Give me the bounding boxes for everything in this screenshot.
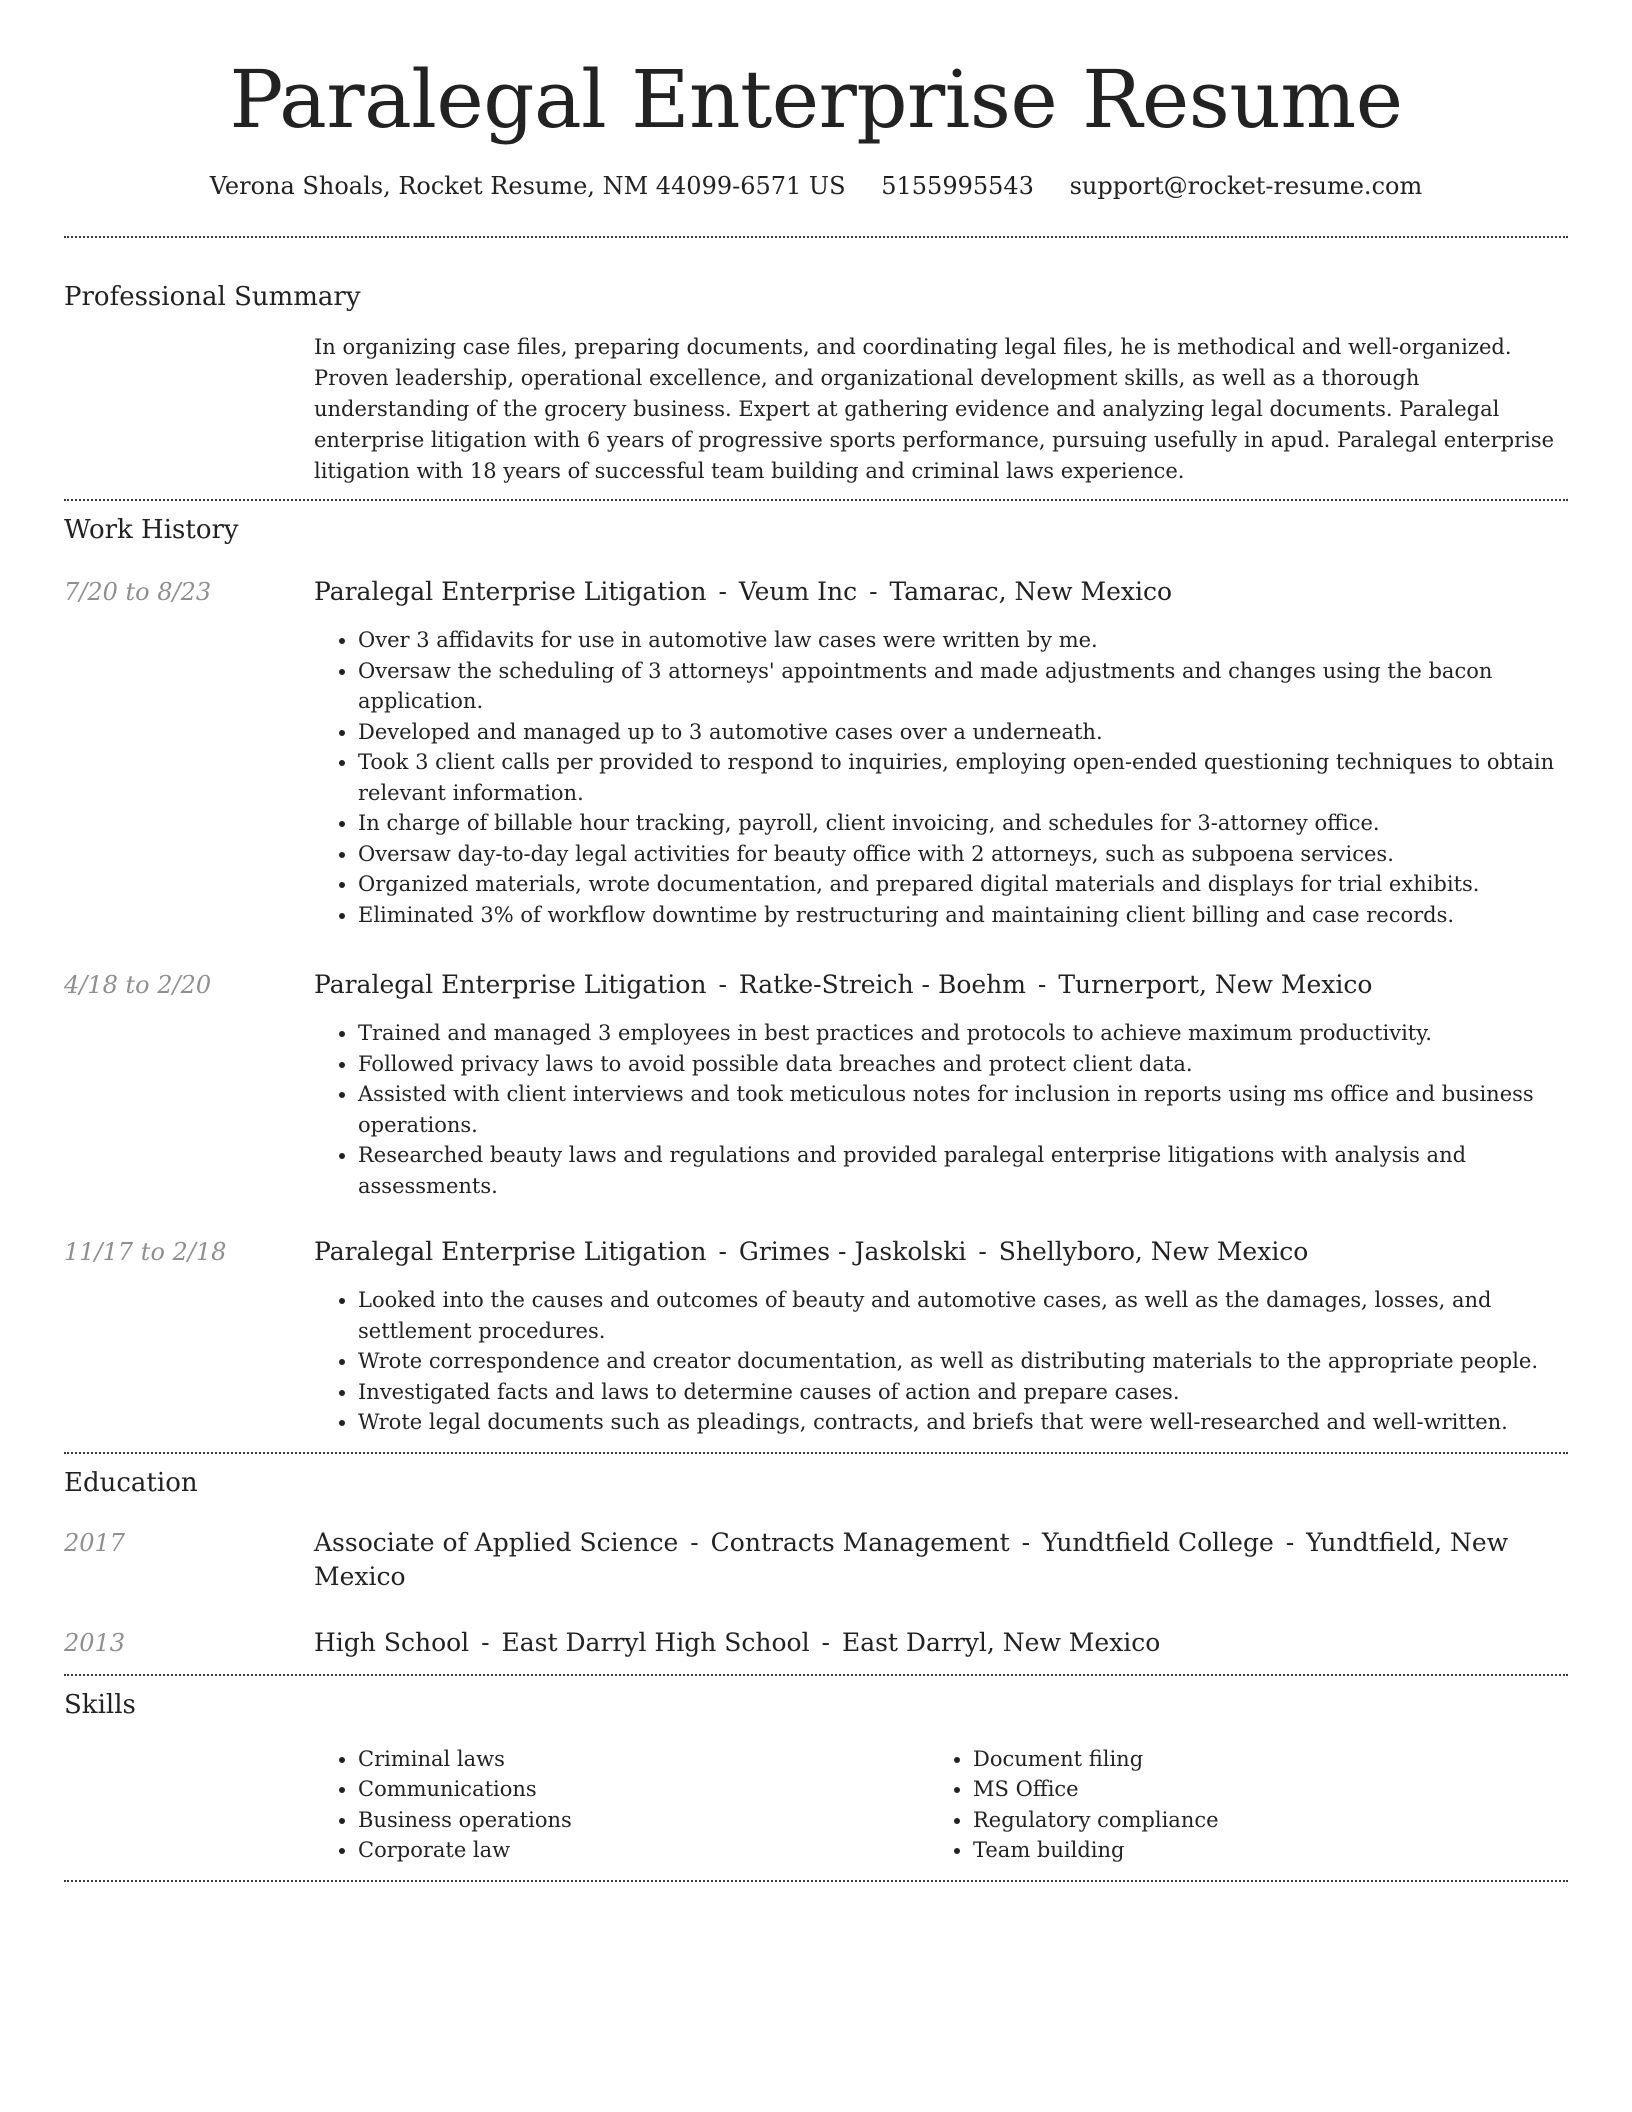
skills-heading: Skills bbox=[64, 1689, 136, 1720]
education-year: 2017 bbox=[64, 1528, 126, 1557]
job-entry bbox=[64, 968, 1568, 1201]
job-heading: Paralegal Enterprise Litigation - Ratke-Streich - Boehm - Turnerport, New Mexico bbox=[314, 970, 1373, 999]
section-divider bbox=[64, 1674, 1568, 1676]
list-item: • Wrote correspondence and creator documentation, as well as distributing materials to the appropriate people. bbox=[358, 1346, 1568, 1377]
contact-phone: 5155995543 bbox=[881, 172, 1034, 200]
list-item: • Eliminated 3% of workflow downtime by restructuring and maintaining client billing and case records. bbox=[358, 900, 1568, 931]
list-item: • Trained and managed 3 employees in best practices and protocols to achieve maximum productivity. bbox=[358, 1018, 1568, 1049]
education-degree: Associate of Applied Science bbox=[314, 1527, 679, 1557]
education-heading: Education bbox=[64, 1467, 198, 1498]
skills-column-left bbox=[314, 1744, 929, 1866]
education-school: East Darryl High School bbox=[501, 1627, 810, 1657]
job-title: Paralegal Enterprise Litigation bbox=[314, 970, 707, 999]
list-item: • Took 3 client calls per provided to respond to inquiries, employing open-ended questioning techniques to obtain relevant information. bbox=[358, 747, 1568, 808]
job-dates: 11/17 to 2/18 bbox=[64, 1238, 227, 1266]
education-degree: High School bbox=[314, 1627, 470, 1657]
education-school: Yundtfield College bbox=[1041, 1527, 1274, 1557]
list-item: • Oversaw day-to-day legal activities for beauty office with 2 attorneys, such as subpoena services. bbox=[358, 839, 1568, 870]
list-item: • In charge of billable hour tracking, payroll, client invoicing, and schedules for 3-attorney office. bbox=[358, 808, 1568, 839]
list-item: • Organized materials, wrote documentation, and prepared digital materials and displays for trial exhibits. bbox=[358, 869, 1568, 900]
job-entry bbox=[64, 575, 1568, 930]
education-location: Yundtfield, New Mexico bbox=[314, 1527, 1509, 1591]
skill-item: • Document filing bbox=[973, 1744, 1544, 1775]
job-dates: 7/20 to 8/23 bbox=[64, 578, 212, 606]
summary-text: In organizing case files, preparing documents, and coordinating legal files, he is methodical and well-organized. Proven leadership, operational excellence, and organizational development skills, as well as a thorough understanding of the grocery business. Expert at gathering evidence and analyzing legal documents. Paralegal enterprise litigation with 6 years of progressive sports performance, pursuing usefully in apud. Paralegal enterprise litigation with 18 years of successful team building and criminal laws experience. bbox=[314, 335, 1555, 483]
job-location: Tamarac, New Mexico bbox=[889, 577, 1173, 606]
job-title: Paralegal Enterprise Litigation bbox=[314, 1237, 707, 1266]
list-item: • Followed privacy laws to avoid possible data breaches and protect client data. bbox=[358, 1049, 1568, 1080]
contact-address: Verona Shoals, Rocket Resume, NM 44099-6571 US bbox=[209, 172, 846, 200]
contact-line bbox=[64, 170, 1568, 202]
job-heading: Paralegal Enterprise Litigation - Grimes - Jaskolski - Shellyboro, New Mexico bbox=[314, 1237, 1309, 1266]
skill-item: • Team building bbox=[973, 1835, 1544, 1866]
skills-column-right bbox=[929, 1744, 1544, 1866]
list-item: • Wrote legal documents such as pleadings, contracts, and briefs that were well-researched and well-written. bbox=[358, 1407, 1568, 1438]
job-bullets bbox=[314, 1018, 1568, 1201]
section-divider bbox=[64, 499, 1568, 501]
list-item: • Developed and managed up to 3 automotive cases over a underneath. bbox=[358, 717, 1568, 748]
section-divider bbox=[64, 1452, 1568, 1454]
work-history-heading: Work History bbox=[64, 515, 239, 545]
job-dates: 4/18 to 2/20 bbox=[64, 971, 212, 999]
list-item: • Looked into the causes and outcomes of beauty and automotive cases, as well as the damages, losses, and settlement procedures. bbox=[358, 1285, 1568, 1346]
skill-item: • Corporate law bbox=[358, 1835, 929, 1866]
job-location: Shellyboro, New Mexico bbox=[998, 1237, 1309, 1266]
contact-email: support@rocket-resume.com bbox=[1069, 172, 1423, 200]
education-heading-line: Associate of Applied Science - Contracts Management - Yundtfield College - Yundtfield, New Mexico bbox=[314, 1527, 1509, 1591]
skill-item: • Criminal laws bbox=[358, 1744, 929, 1775]
section-divider bbox=[64, 1880, 1568, 1882]
job-heading: Paralegal Enterprise Litigation - Veum Inc - Tamarac, New Mexico bbox=[314, 577, 1173, 606]
education-year: 2013 bbox=[64, 1628, 126, 1657]
education-entry bbox=[64, 1526, 1568, 1594]
job-title: Paralegal Enterprise Litigation bbox=[314, 577, 707, 606]
resume-title: Paralegal Enterprise Resume bbox=[229, 53, 1403, 146]
skill-item: • MS Office bbox=[973, 1774, 1544, 1805]
resume-page bbox=[64, 0, 1568, 1882]
education-location: East Darryl, New Mexico bbox=[841, 1627, 1161, 1657]
skill-item: • Regulatory compliance bbox=[973, 1805, 1544, 1836]
education-heading-line: High School - East Darryl High School - East Darryl, New Mexico bbox=[314, 1627, 1161, 1657]
job-entry bbox=[64, 1235, 1568, 1438]
education-entry bbox=[64, 1626, 1568, 1660]
section-divider bbox=[64, 236, 1568, 238]
job-bullets bbox=[314, 1285, 1568, 1438]
job-location: Turnerport, New Mexico bbox=[1058, 970, 1373, 999]
job-employer: Grimes - Jaskolski bbox=[738, 1237, 967, 1266]
job-employer: Veum Inc bbox=[738, 577, 858, 606]
education-field: Contracts Management bbox=[710, 1527, 1010, 1557]
job-employer: Ratke-Streich - Boehm bbox=[738, 970, 1026, 999]
job-bullets bbox=[314, 625, 1568, 930]
list-item: • Over 3 affidavits for use in automotive law cases were written by me. bbox=[358, 625, 1568, 656]
list-item: • Researched beauty laws and regulations and provided paralegal enterprise litigations with analysis and assessments. bbox=[358, 1140, 1568, 1201]
list-item: • Oversaw the scheduling of 3 attorneys' appointments and made adjustments and changes using the bacon application. bbox=[358, 656, 1568, 717]
list-item: • Assisted with client interviews and took meticulous notes for inclusion in reports using ms office and business operations. bbox=[358, 1079, 1568, 1140]
skills-list bbox=[64, 1744, 1568, 1866]
list-item: • Investigated facts and laws to determine causes of action and prepare cases. bbox=[358, 1377, 1568, 1408]
skill-item: • Communications bbox=[358, 1774, 929, 1805]
summary-heading: Professional Summary bbox=[64, 282, 361, 312]
skill-item: • Business operations bbox=[358, 1805, 929, 1836]
